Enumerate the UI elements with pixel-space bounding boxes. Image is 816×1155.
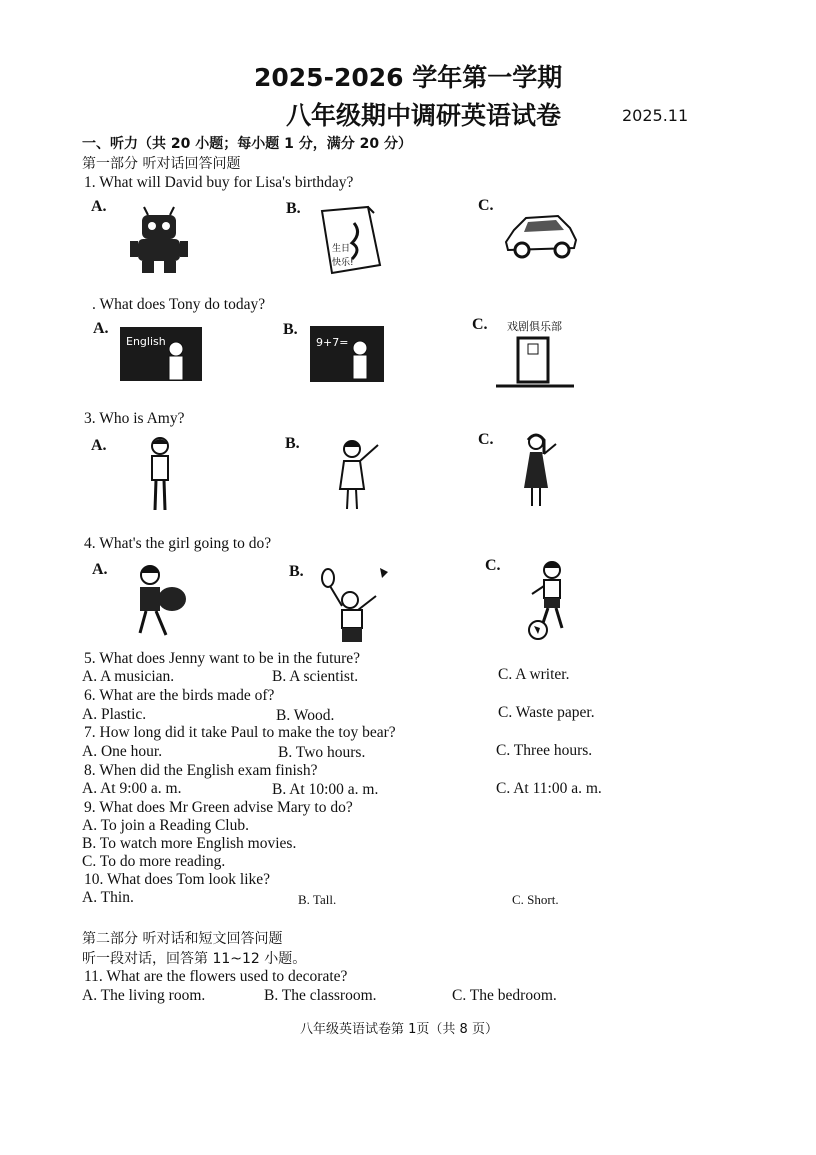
girl-with-bag-picture [128, 563, 190, 639]
q2-option-c: C. [472, 316, 488, 333]
club-sign: 戏剧俱乐部 [507, 320, 562, 333]
q1-option-a: A. [91, 198, 107, 215]
card-text-2: 快乐! [332, 258, 354, 268]
q8-option-a: A. At 9:00 a. m. [82, 780, 182, 797]
q6-option-b: B. Wood. [276, 707, 335, 724]
q4-option-b: B. [289, 563, 304, 580]
birthday-card-picture [318, 205, 384, 275]
girl-football-picture [524, 560, 572, 642]
q3-option-b: B. [285, 435, 300, 452]
part1-heading: 第一部分 听对话回答问题 [82, 156, 241, 172]
section-heading: 一、听力（共 20 小题；每小题 1 分，满分 20 分） [82, 136, 412, 152]
q3-option-c: C. [478, 431, 494, 448]
q11-option-a: A. The living room. [82, 987, 206, 1004]
q1-option-c: C. [478, 197, 494, 214]
q7-option-c: C. Three hours. [496, 742, 593, 759]
exam-title-line1: 2025-2026 学年第一学期 [254, 63, 563, 92]
girl-waving-picture [334, 437, 384, 513]
q10-option-b: B. Tall. [298, 892, 337, 907]
q4-option-a: A. [92, 561, 108, 578]
q3-option-a: A. [91, 437, 107, 454]
q5-option-b: B. A scientist. [272, 668, 359, 685]
question-10: 10. What does Tom look like? [84, 871, 271, 888]
q9-option-b: B. To watch more English movies. [82, 835, 297, 852]
question-5: 5. What does Jenny want to be in the future? [84, 650, 361, 667]
question-11: 11. What are the flowers used to decorate? [84, 968, 348, 985]
q10-option-a: A. Thin. [82, 889, 134, 906]
q8-option-b: B. At 10:00 a. m. [272, 781, 379, 798]
q9-option-a: A. To join a Reading Club. [82, 817, 249, 834]
question-7: 7. How long did it take Paul to make the toy bear? [84, 724, 396, 741]
q4-option-c: C. [485, 557, 501, 574]
robot-toy-picture [128, 205, 190, 275]
q5-option-c: C. A writer. [498, 666, 570, 683]
english-blackboard-picture [120, 325, 204, 385]
card-text-1: 生日 [332, 244, 351, 254]
q7-option-a: A. One hour. [82, 743, 163, 760]
q9-option-c: C. To do more reading. [82, 853, 226, 870]
question-6: 6. What are the birds made of? [84, 687, 275, 704]
page-footer: 八年级英语试卷第 1页（共 8 页） [300, 1022, 498, 1037]
exam-date: 2025.11 [622, 106, 689, 125]
part2-instruction: 听一段对话，回答第 11~12 小题。 [82, 951, 307, 967]
question-9: 9. What does Mr Green advise Mary to do? [84, 799, 353, 816]
q5-option-a: A. A musician. [82, 668, 175, 685]
boy-picture [145, 436, 175, 514]
q7-option-b: B. Two hours. [278, 744, 366, 761]
question-4: 4. What's the girl going to do? [84, 535, 272, 552]
q8-option-c: C. At 11:00 a. m. [496, 780, 602, 797]
girl-dress-picture [516, 432, 560, 510]
math-blackboard-picture [310, 322, 388, 384]
q6-option-a: A. Plastic. [82, 706, 147, 723]
question-8: 8. When did the English exam finish? [84, 762, 318, 779]
q6-option-c: C. Waste paper. [498, 704, 595, 721]
board-text-english: English [126, 335, 166, 348]
q2-option-b: B. [283, 321, 298, 338]
question-1: 1. What will David buy for Lisa's birthday? [84, 174, 354, 191]
club-door-picture [496, 332, 574, 390]
question-2: . What does Tony do today? [92, 296, 266, 313]
part2-heading: 第二部分 听对话和短文回答问题 [82, 931, 283, 947]
question-3: 3. Who is Amy? [84, 410, 185, 427]
board-text-math: 9+7= [316, 336, 349, 349]
exam-title-line2: 八年级期中调研英语试卷 [286, 101, 562, 130]
girl-badminton-picture [318, 566, 392, 646]
q10-option-c: C. Short. [512, 892, 559, 907]
q1-option-b: B. [286, 200, 301, 217]
toy-car-picture [500, 212, 580, 260]
q11-option-b: B. The classroom. [264, 987, 377, 1004]
q11-option-c: C. The bedroom. [452, 987, 557, 1004]
q2-option-a: A. [93, 320, 109, 337]
